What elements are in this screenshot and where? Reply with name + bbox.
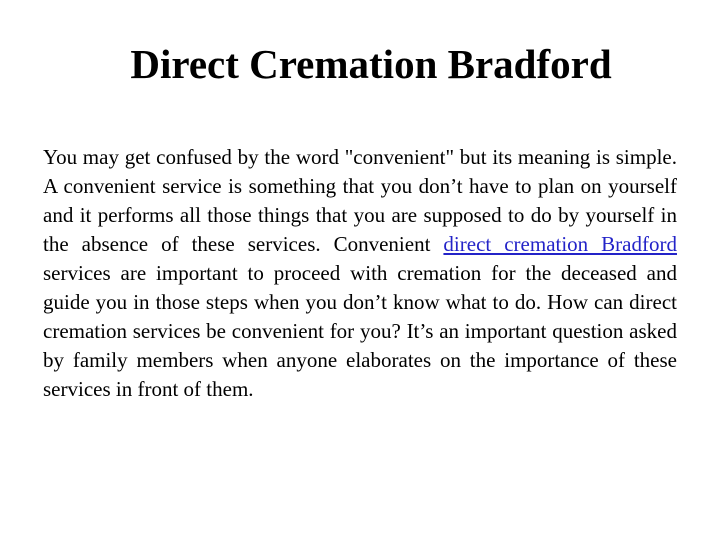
body-paragraph (43, 143, 677, 404)
paragraph-text-after-link: services are important to proceed with cremation for the deceased and guide you in those steps when you don’t know what to do. How can direct cremation services be convenient for you? It’s an important question asked by family members when anyone elaborates on the importance of these services in front of them. (43, 261, 677, 401)
paragraph-text-before-link: You may get confused by the word "convenient" but its meaning is simple. A convenient service is something that you don’t have to plan on yourself and it performs all those things that you are supposed to do by yourself in the absence of these services. Convenient (43, 145, 677, 256)
direct-cremation-bradford-link[interactable]: direct cremation Bradford (443, 232, 677, 256)
page-title: Direct Cremation Bradford (130, 41, 612, 87)
